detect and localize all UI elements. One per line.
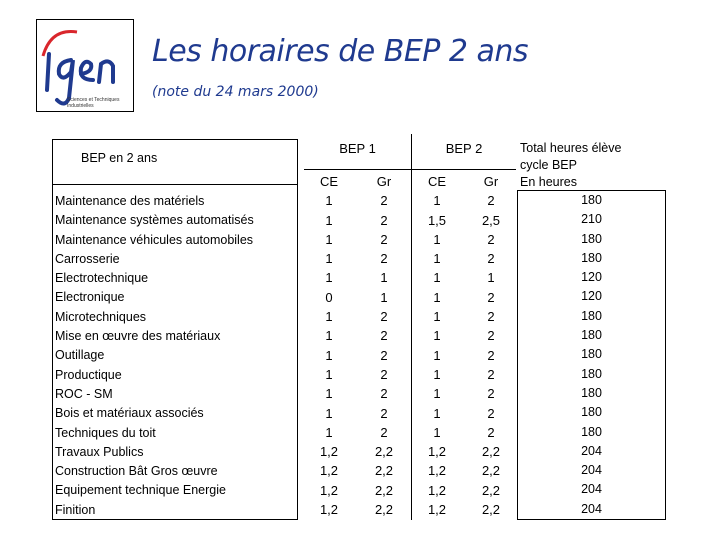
hours-cell: 2 bbox=[380, 212, 388, 228]
hours-cell: 2 bbox=[380, 347, 388, 363]
total-cell: 180 bbox=[581, 328, 602, 343]
hours-cell: 2,2 bbox=[374, 502, 394, 518]
hours-cell: 1 bbox=[325, 405, 333, 421]
hours-cell: 2,2 bbox=[374, 444, 394, 460]
hours-cell: 2 bbox=[380, 251, 388, 267]
hours-cell: 2,2 bbox=[481, 502, 501, 518]
hours-cell: 2 bbox=[380, 424, 388, 440]
hours-cell: 1 bbox=[433, 231, 441, 247]
row-label: Mise en œuvre des matériaux bbox=[55, 329, 221, 344]
hours-cell: 2 bbox=[487, 366, 495, 382]
hours-cell: 1 bbox=[433, 309, 441, 325]
logo-caption: Sciences et Techniques Industrielles bbox=[67, 97, 120, 109]
column-bep2-gr bbox=[466, 172, 516, 519]
hours-cell: 2 bbox=[487, 231, 495, 247]
hours-cell: 2 bbox=[487, 424, 495, 440]
hours-cell: 2,2 bbox=[481, 444, 501, 460]
total-cell: 180 bbox=[581, 424, 602, 439]
hours-cell: 1 bbox=[487, 270, 495, 286]
hours-cell: 1 bbox=[380, 270, 388, 286]
hours-cell: 2,2 bbox=[481, 463, 501, 479]
total-cell: 180 bbox=[581, 193, 602, 207]
hours-cell: 2 bbox=[380, 309, 388, 325]
row-label: Finition bbox=[55, 502, 96, 517]
hours-cell: 2 bbox=[487, 328, 495, 344]
hours-cell: 1 bbox=[433, 366, 441, 382]
row-label: Equipement technique Energie bbox=[55, 483, 226, 498]
total-cell: 180 bbox=[581, 250, 602, 265]
hours-cell: 2 bbox=[380, 386, 388, 402]
hours-cell: 1,2 bbox=[427, 502, 447, 518]
hours-cell: 1 bbox=[325, 347, 333, 363]
hours-cell: 2 bbox=[380, 193, 388, 209]
hours-cell: 1,2 bbox=[427, 444, 447, 460]
hours-cell: 1 bbox=[325, 424, 333, 440]
column-bep1-gr bbox=[359, 172, 409, 519]
total-cell: 180 bbox=[581, 366, 602, 381]
row-label: Techniques du toit bbox=[55, 425, 156, 440]
hours-cell: 2,5 bbox=[481, 212, 501, 228]
hours-cell: 1,2 bbox=[319, 482, 339, 498]
total-cell: 120 bbox=[581, 270, 602, 285]
row-label: Bois et matériaux associés bbox=[55, 406, 204, 421]
total-cell: 204 bbox=[581, 463, 602, 478]
sub-header-cell: CE bbox=[319, 174, 339, 189]
hours-cell: 1 bbox=[325, 366, 333, 382]
hours-cell: 1 bbox=[433, 270, 441, 286]
hours-cell: 1,5 bbox=[427, 212, 447, 228]
column-bep2-ce bbox=[412, 172, 462, 519]
row-label: Outillage bbox=[55, 348, 105, 363]
row-label: Travaux Publics bbox=[55, 444, 144, 459]
hours-cell: 2,2 bbox=[374, 463, 394, 479]
hours-cell: 1 bbox=[325, 328, 333, 344]
total-header-line-1: Total heures élève bbox=[520, 141, 622, 155]
hours-cell: 2 bbox=[380, 366, 388, 382]
row-label: Carrosserie bbox=[55, 251, 120, 266]
hours-cell: 1 bbox=[433, 289, 441, 305]
total-header-line-3: En heures bbox=[520, 175, 577, 189]
sub-header-cell: Gr bbox=[483, 174, 499, 189]
row-label: ROC - SM bbox=[55, 386, 113, 401]
hours-cell: 1,2 bbox=[427, 463, 447, 479]
hours-cell: 1 bbox=[325, 270, 333, 286]
hours-cell: 2,2 bbox=[481, 482, 501, 498]
hours-cell: 2,2 bbox=[374, 482, 394, 498]
total-header-line-2: cycle BEP bbox=[520, 158, 577, 172]
hours-cell: 1,2 bbox=[319, 502, 339, 518]
hours-cell: 1 bbox=[380, 289, 388, 305]
sub-header-cell: Gr bbox=[376, 174, 392, 189]
hours-cell: 1 bbox=[433, 251, 441, 267]
hours-cell: 2 bbox=[380, 405, 388, 421]
row-label: Productique bbox=[55, 367, 122, 382]
total-cell: 180 bbox=[581, 347, 602, 362]
total-cell: 204 bbox=[581, 443, 602, 458]
column-bep1-ce bbox=[304, 172, 354, 519]
sub-header-cell: CE bbox=[427, 174, 447, 189]
hours-cell: 2 bbox=[487, 405, 495, 421]
row-labels bbox=[55, 192, 299, 520]
hours-cell: 0 bbox=[325, 289, 333, 305]
total-cell: 204 bbox=[581, 501, 602, 516]
first-column-header-label: BEP en 2 ans bbox=[81, 151, 158, 165]
row-label: Construction Bât Gros œuvre bbox=[55, 464, 218, 479]
total-header bbox=[520, 140, 670, 191]
hours-cell: 1 bbox=[325, 193, 333, 209]
total-cell: 180 bbox=[581, 385, 602, 400]
hours-cell: 1 bbox=[325, 231, 333, 247]
hours-cell: 1 bbox=[325, 309, 333, 325]
hours-cell: 1 bbox=[433, 424, 441, 440]
hours-cell: 2 bbox=[487, 309, 495, 325]
page-subtitle: (note du 24 mars 2000) bbox=[152, 84, 319, 100]
group-header-bep2: BEP 2 bbox=[445, 141, 483, 156]
group-header-bep1: BEP 1 bbox=[339, 141, 376, 156]
total-cell: 180 bbox=[581, 231, 602, 246]
hours-cell: 1 bbox=[325, 251, 333, 267]
row-label: Maintenance des matériels bbox=[55, 194, 205, 208]
hours-cell: 1 bbox=[433, 347, 441, 363]
hours-cell: 1 bbox=[325, 386, 333, 402]
igen-logo bbox=[36, 19, 134, 112]
hours-cell: 2 bbox=[380, 328, 388, 344]
hours-cell: 2 bbox=[487, 193, 495, 209]
total-cell: 210 bbox=[581, 212, 602, 227]
row-label: Microtechniques bbox=[55, 309, 147, 324]
hours-cell: 2 bbox=[487, 347, 495, 363]
total-cell: 180 bbox=[581, 405, 602, 420]
hours-cell: 1 bbox=[433, 328, 441, 344]
hours-cell: 2 bbox=[487, 386, 495, 402]
page-title: Les horaires de BEP 2 ans bbox=[152, 34, 529, 69]
total-cell: 120 bbox=[581, 289, 602, 304]
row-label: Electrotechnique bbox=[55, 271, 149, 286]
row-label: Maintenance systèmes automatisés bbox=[55, 213, 254, 228]
hours-cell: 1 bbox=[325, 212, 333, 228]
first-column-header bbox=[53, 140, 297, 185]
hours-cell: 1,2 bbox=[319, 463, 339, 479]
hours-cell: 1,2 bbox=[427, 482, 447, 498]
total-cell: 180 bbox=[581, 308, 602, 323]
row-label: Maintenance véhicules automobiles bbox=[55, 232, 254, 247]
hours-cell: 1,2 bbox=[319, 444, 339, 460]
hours-cell: 2 bbox=[487, 289, 495, 305]
hours-cell: 2 bbox=[487, 251, 495, 267]
total-cell: 204 bbox=[581, 482, 602, 497]
column-total bbox=[517, 191, 666, 519]
row-label: Electronique bbox=[55, 290, 125, 305]
hours-cell: 1 bbox=[433, 386, 441, 402]
hours-cell: 1 bbox=[433, 193, 441, 209]
hours-cell: 1 bbox=[433, 405, 441, 421]
bep-label-table bbox=[52, 139, 298, 520]
hours-cell: 2 bbox=[380, 231, 388, 247]
